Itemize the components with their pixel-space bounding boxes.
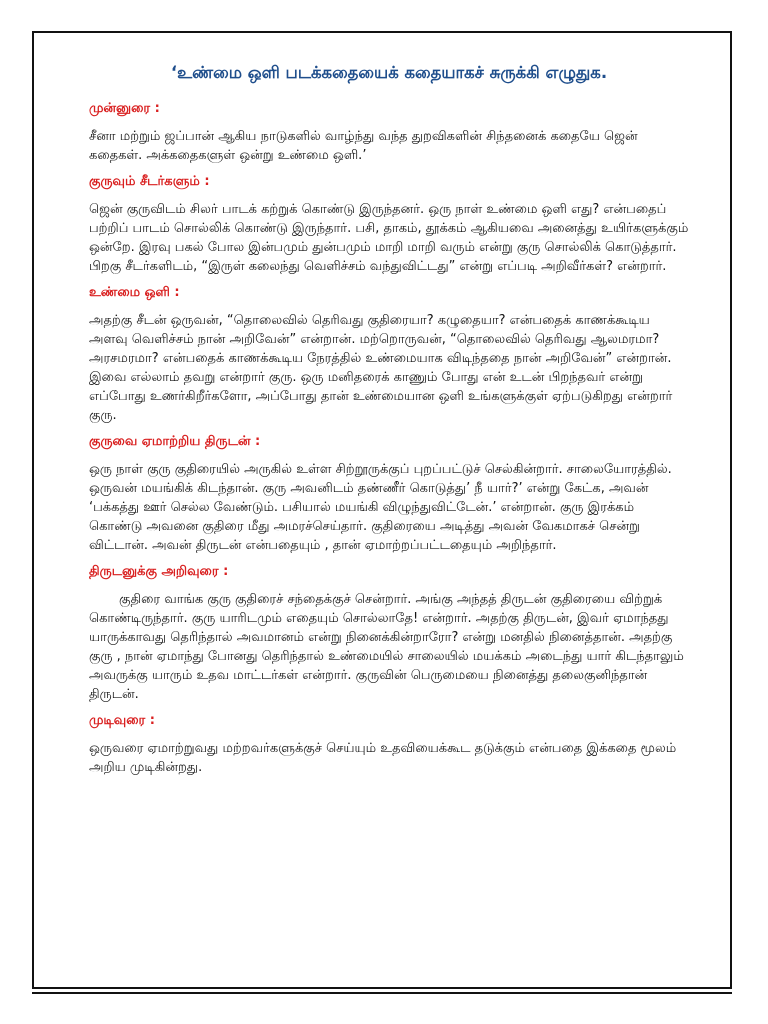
section-heading: முடிவுரை : <box>89 713 155 728</box>
section-true-light <box>89 284 689 425</box>
section-paragraph: அதற்கு சீடன் ஒருவன், “தொலைவில் தெரிவது குதிரையா? கழுதையா? என்பதைக் காணக்கூடிய அளவு வெளிச்சம் நான் அறிவேன்” என்றான். மற்றொருவன், “தொலைவில் தெரிவது ஆலமரமா? அரசமரமா? என்பதைக் காணக்கூடிய நேரத்தில் உண்மையாக விடிந்ததை நான் அறிவேன்” என்றான். இவை எல்லாம் தவறு என்றார் குரு. ஒரு மனிதரைக் காணும் போது என் உடன் பிறந்தவர் என்று எப்போது உணர்கிறீர்களோ, அப்போது தான் உண்மையான ஒளி உங்களுக்குள் ஏற்படுகிறது என்றார் குரு. <box>89 313 673 423</box>
section-heading: குருவும் சீடர்களும் : <box>89 174 210 189</box>
section-paragraph: ஒரு நாள் குரு குதிரையில் அருகில் உள்ள சிற்றூருக்குப் புறப்பட்டுச் செல்கின்றார். சாலையோரத்தில். ஒருவன் மயங்கிக் கிடந்தான். குரு அவனிடம் தண்ணீர் கொடுத்து’ நீ யார்?’ என்று கேட்க, அவன் ‘பக்கத்து ஊர் செல்ல வேண்டும். பசியால் மயங்கி விழுந்துவிட்டேன்.’ என்றான். குரு இரக்கம் கொண்டு அவனை குதிரை மீது அமரச்செய்தார். குதிரையை அடித்து அவன் வேகமாகச் சென்று விட்டான். அவன் திருடன் என்பதையும் , தான் ஏமாற்றப்பட்டதையும் அறிந்தார். <box>89 462 672 553</box>
section-paragraph: குதிரை வாங்க குரு குதிரைச் சந்தைக்குச் சென்றார். அங்கு அந்தத் திருடன் குதிரையை விற்றுக் கொண்டிருந்தார். குரு யாரிடமும் எதையும் சொல்லாதே! என்றார். அதற்கு திருடன், இவர் ஏமாந்தது யாருக்காவது தெரிந்தால் அவமானம் என்று நினைக்கின்றாரோ? என்று மனதில் நினைத்தான். அதற்கு குரு , நான் ஏமாந்து போனது தெரிந்தால் உண்மையில் சாலையில் மயக்கம் அடைந்து யார் கிடந்தாலும் அவருக்கு யாரும் உதவ மாட்டர்கள் என்றார். குருவின் பெருமையை நினைத்து தலைகுனிந்தான் திருடன். <box>89 592 684 702</box>
section-advice-to-thief <box>89 563 689 704</box>
section-heading: உண்மை ஒளி : <box>89 285 180 300</box>
section-paragraph: ஜென் குருவிடம் சிலர் பாடக் கற்றுக் கொண்டு இருந்தனர். ஒரு நாள் உண்மை ஒளி எது? என்பதைப் பற்றிப் பாடம் சொல்லிக் கொண்டு இருந்தார். பசி, தாகம், தூக்கம் ஆகியவை அனைத்து உயிர்களுக்கும் ஒன்றே. இரவு பகல் போல இன்பமும் துன்பமும் மாறி மாறி வரும் என்று குரு சொல்லிக் கொடுத்தார். பிறகு சீடர்களிடம், “இருள் கலைந்து வெளிச்சம் வந்துவிட்டது” என்று எப்படி அறிவீர்கள்? என்றார். <box>89 202 689 274</box>
section-heading: குருவை ஏமாற்றிய திருடன் : <box>89 434 261 449</box>
section-paragraph: ஒருவரை ஏமாற்றுவது மற்றவர்களுக்குச் செய்யும் உதவியைக்கூட தடுக்கும் என்பதை இக்கதை மூலம் அறிய முடிகின்றது. <box>89 741 677 775</box>
section-thief-deceives-guru <box>89 433 689 555</box>
section-introduction <box>89 100 689 165</box>
section-heading: திருடனுக்கு அறிவுரை : <box>89 564 229 579</box>
section-guru-and-disciples <box>89 173 689 276</box>
document-title: ‘உண்மை ஒளி படக்கதையைக் கதையாகச் சுருக்கி எழுதுக. <box>170 63 608 82</box>
document-content <box>89 60 689 785</box>
section-heading: முன்னுரை : <box>89 101 160 116</box>
section-conclusion <box>89 712 689 777</box>
section-paragraph: சீனா மற்றும் ஜப்பான் ஆகிய நாடுகளில் வாழ்ந்து வந்த துறவிகளின் சிந்தனைக் கதையே ஜென் கதைகள். அக்கதைகளுள் ஒன்று உண்மை ஒளி.’ <box>89 129 638 163</box>
page-border-bottom-rule <box>32 992 732 994</box>
